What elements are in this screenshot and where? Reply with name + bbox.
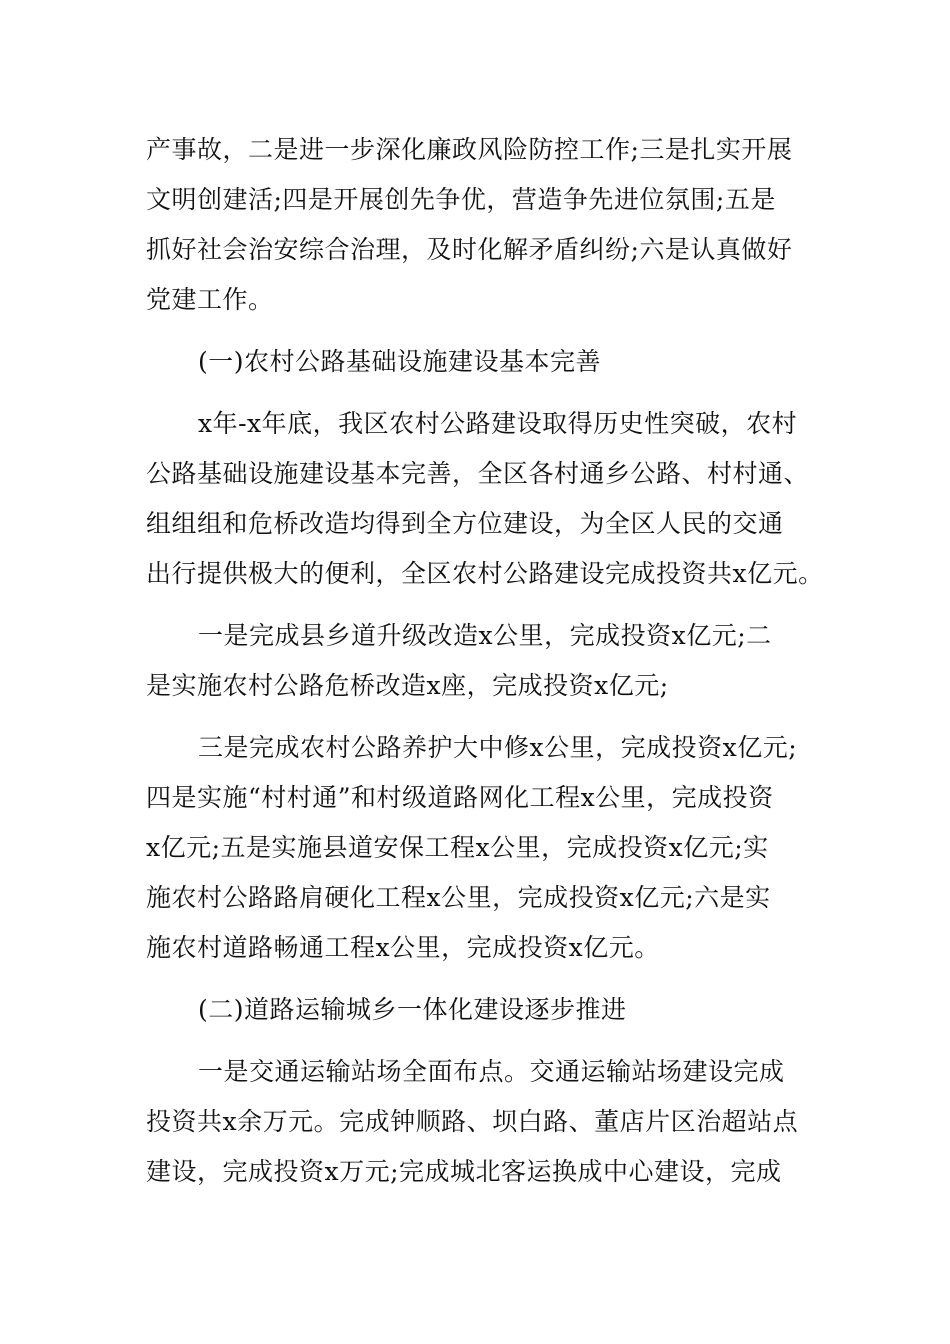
- body-text-line: 出行提供极大的便利，全区农村公路建设完成投资共x亿元。: [146, 559, 824, 588]
- body-text-line: 党建工作。: [146, 285, 274, 314]
- body-text-line: 一是交通运输站场全面布点。交通运输站场建设完成: [198, 1057, 785, 1086]
- section-heading: (一)农村公路基础设施建设基本完善: [198, 347, 602, 376]
- body-text-line: 是实施农村公路危桥改造x座，完成投资x亿元;: [146, 671, 669, 700]
- section-heading: (二)道路运输城乡一体化建设逐步推进: [198, 995, 627, 1024]
- body-text-line: x年-x年底，我区农村公路建设取得历史性突破，农村: [198, 409, 798, 438]
- body-text-line: x亿元;五是实施县道安保工程x公里，完成投资x亿元;实: [146, 833, 769, 862]
- body-text-line: 施农村公路路肩硬化工程x公里，完成投资x亿元;六是实: [146, 883, 771, 912]
- body-text-line: 公路基础设施建设基本完善，全区各村通乡公路、村村通、: [146, 459, 810, 488]
- body-text-line: 产事故，二是进一步深化廉政风险防控工作;三是扎实开展: [146, 135, 793, 164]
- body-text-line: 四是实施“村村通”和村级道路网化工程x公里，完成投资: [146, 783, 774, 812]
- body-text-line: 组组组和危桥改造均得到全方位建设，为全区人民的交通: [146, 509, 784, 538]
- body-text-line: 建设，完成投资x万元;完成城北客运换成中心建设，完成: [146, 1157, 782, 1186]
- body-text-line: 文明创建活;四是开展创先争优，营造争先进位氛围;五是: [146, 185, 776, 214]
- body-text-line: 一是完成县乡道升级改造x公里，完成投资x亿元;二: [198, 621, 772, 650]
- body-text-line: 抓好社会治安综合治理，及时化解矛盾纠纷;六是认真做好: [146, 235, 793, 264]
- body-text-line: 投资共x余万元。完成钟顺路、坝白路、董店片区治超站点: [146, 1107, 799, 1136]
- body-text-line: 施农村道路畅通工程x公里，完成投资x亿元。: [146, 933, 660, 962]
- body-text-line: 三是完成农村公路养护大中修x公里，完成投资x亿元;: [198, 733, 798, 762]
